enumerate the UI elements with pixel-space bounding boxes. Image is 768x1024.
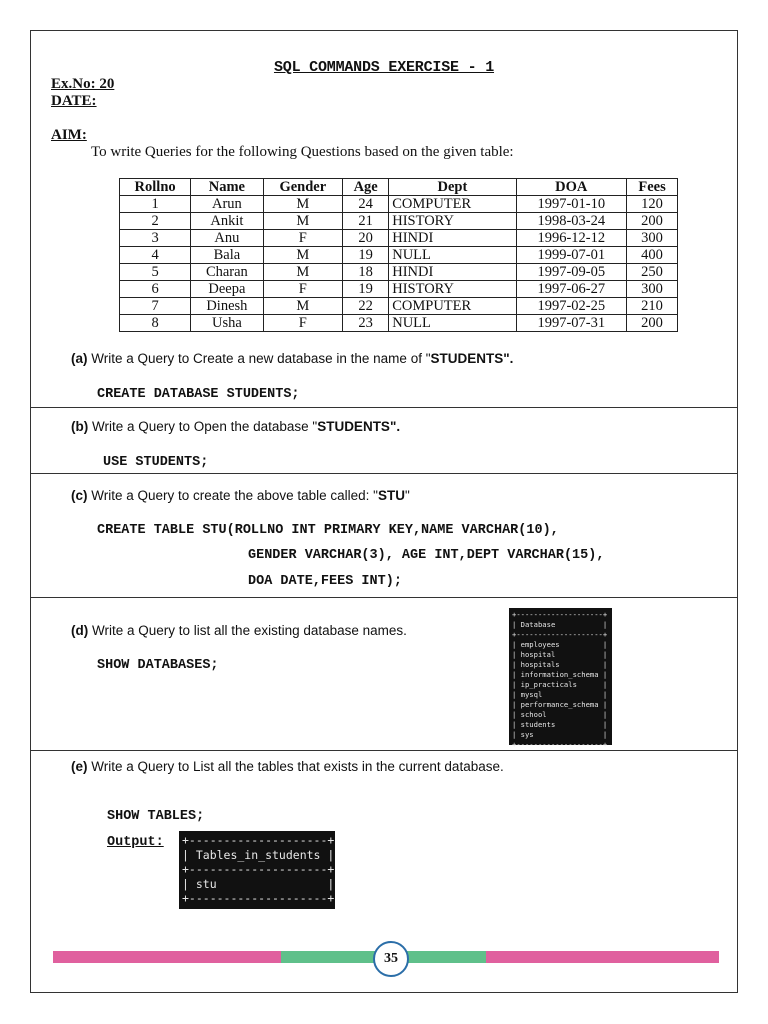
terminal-header: | Tables_in_students | <box>182 847 335 862</box>
question-text: Write a Query to Create a new database in the name of " <box>91 351 431 366</box>
terminal-row: | mysql | <box>512 690 608 699</box>
answer-b: USE STUDENTS; <box>103 455 209 470</box>
table-cell: HISTORY <box>389 213 516 230</box>
date-label: DATE: <box>51 93 97 109</box>
table-cell: 1997-02-25 <box>516 298 627 315</box>
exercise-number: Ex.No: 20 <box>51 76 115 92</box>
page-title: SQL COMMANDS EXERCISE - 1 <box>273 59 495 76</box>
table-cell: 200 <box>627 213 678 230</box>
answer-c-line3: DOA DATE,FEES INT); <box>248 574 402 589</box>
table-cell: 400 <box>627 247 678 264</box>
table-cell: Ankit <box>191 213 263 230</box>
table-cell: Bala <box>191 247 263 264</box>
students-table <box>119 178 678 332</box>
section-divider <box>31 597 737 598</box>
table-cell: 2 <box>120 213 191 230</box>
output-label: Output: <box>107 835 164 850</box>
terminal-row: | performance_schema | <box>512 700 608 709</box>
question-b <box>71 419 400 434</box>
table-row <box>120 315 678 332</box>
terminal-border: +--------------------+ <box>512 740 608 749</box>
table-cell: NULL <box>389 247 516 264</box>
question-text: Write a Query to List all the tables that exists in the current database. <box>91 759 504 774</box>
table-cell: 1997-01-10 <box>516 196 627 213</box>
table-row <box>120 281 678 298</box>
terminal-row: | employees | <box>512 640 608 649</box>
table-cell: 120 <box>627 196 678 213</box>
table-cell: COMPUTER <box>389 196 516 213</box>
table-row <box>120 298 678 315</box>
page-number: 35 <box>373 941 409 977</box>
table-cell: 1996-12-12 <box>516 230 627 247</box>
table-cell: HISTORY <box>389 281 516 298</box>
table-cell: 210 <box>627 298 678 315</box>
question-text: Write a Query to list all the existing database names. <box>92 623 407 638</box>
table-cell: COMPUTER <box>389 298 516 315</box>
terminal-border: +--------------------+ <box>512 630 608 639</box>
terminal-border: +--------------------+ <box>182 891 335 905</box>
question-label: (b) <box>71 419 89 434</box>
question-tail: ". <box>389 419 401 434</box>
question-e <box>71 759 504 774</box>
table-cell: 300 <box>627 230 678 247</box>
column-header: Rollno <box>120 179 191 196</box>
table-body <box>120 196 678 332</box>
terminal-row: | school | <box>512 710 608 719</box>
question-strong: STU <box>377 488 405 503</box>
footer-decor-right <box>486 951 719 963</box>
terminal-border: +--------------------+ <box>182 833 335 847</box>
answer-d: SHOW DATABASES; <box>97 658 219 673</box>
terminal-row: | ip_practicals | <box>512 680 608 689</box>
question-label: (d) <box>71 623 89 638</box>
table-cell: F <box>263 315 343 332</box>
question-strong: STUDENTS <box>317 419 390 434</box>
column-header: Age <box>343 179 389 196</box>
terminal-row: | hospitals | <box>512 660 608 669</box>
table-cell: 4 <box>120 247 191 264</box>
table-cell: M <box>263 298 343 315</box>
question-label: (e) <box>71 759 88 774</box>
table-cell: 20 <box>343 230 389 247</box>
section-divider <box>31 473 737 474</box>
table-row <box>120 230 678 247</box>
table-cell: 19 <box>343 281 389 298</box>
table-cell: 1997-06-27 <box>516 281 627 298</box>
table-cell: 1 <box>120 196 191 213</box>
table-cell: M <box>263 196 343 213</box>
terminal-header: | Database | <box>512 620 608 629</box>
table-cell: Deepa <box>191 281 263 298</box>
table-row <box>120 264 678 281</box>
table-cell: 8 <box>120 315 191 332</box>
question-label: (c) <box>71 488 88 503</box>
column-header: Gender <box>263 179 343 196</box>
table-cell: 200 <box>627 315 678 332</box>
table-cell: 1999-07-01 <box>516 247 627 264</box>
tables-terminal-output <box>179 831 335 909</box>
terminal-row: | stu | <box>182 876 335 891</box>
footer-decor-left <box>53 951 303 963</box>
table-cell: F <box>263 230 343 247</box>
table-cell: M <box>263 213 343 230</box>
question-c <box>71 488 410 503</box>
document-page <box>30 30 738 993</box>
table-cell: Charan <box>191 264 263 281</box>
table-cell: Dinesh <box>191 298 263 315</box>
table-row <box>120 196 678 213</box>
terminal-row: | information_schema | <box>512 670 608 679</box>
question-tail: ". <box>503 351 514 366</box>
question-strong: STUDENTS <box>430 351 504 366</box>
table-cell: HINDI <box>389 230 516 247</box>
answer-a: CREATE DATABASE STUDENTS; <box>97 387 300 402</box>
table-header-row <box>120 179 678 196</box>
terminal-row: | hospital | <box>512 650 608 659</box>
table-cell: 24 <box>343 196 389 213</box>
table-cell: 300 <box>627 281 678 298</box>
terminal-rows <box>512 640 609 740</box>
column-header: Name <box>191 179 263 196</box>
table-cell: 22 <box>343 298 389 315</box>
table-cell: 6 <box>120 281 191 298</box>
terminal-border: +--------------------+ <box>182 862 335 876</box>
table-cell: 1997-07-31 <box>516 315 627 332</box>
section-divider <box>31 750 737 751</box>
table-cell: F <box>263 281 343 298</box>
terminal-border: +--------------------+ <box>512 610 608 619</box>
table-cell: 7 <box>120 298 191 315</box>
question-a <box>71 351 513 366</box>
terminal-row: | students | <box>512 720 608 729</box>
databases-terminal-output <box>509 608 612 749</box>
column-header: Dept <box>389 179 516 196</box>
column-header: DOA <box>516 179 627 196</box>
table-cell: HINDI <box>389 264 516 281</box>
table-cell: Anu <box>191 230 263 247</box>
table-cell: 3 <box>120 230 191 247</box>
table-cell: 1998-03-24 <box>516 213 627 230</box>
table-cell: 21 <box>343 213 389 230</box>
table-row <box>120 213 678 230</box>
question-tail: " <box>404 488 410 503</box>
question-text: Write a Query to Open the database " <box>92 419 318 434</box>
section-divider <box>31 407 737 408</box>
column-header: Fees <box>627 179 678 196</box>
table-cell: NULL <box>389 315 516 332</box>
table-cell: Arun <box>191 196 263 213</box>
question-label: (a) <box>71 351 88 366</box>
table-cell: 19 <box>343 247 389 264</box>
table-cell: Usha <box>191 315 263 332</box>
answer-e: SHOW TABLES; <box>107 809 205 824</box>
table-cell: 1997-09-05 <box>516 264 627 281</box>
question-text: Write a Query to create the above table called: " <box>91 488 378 503</box>
table-cell: 18 <box>343 264 389 281</box>
table-row <box>120 247 678 264</box>
table-cell: M <box>263 247 343 264</box>
answer-c-line2: GENDER VARCHAR(3), AGE INT,DEPT VARCHAR(15), <box>248 548 605 563</box>
table-cell: 5 <box>120 264 191 281</box>
question-d <box>71 623 407 638</box>
table-cell: M <box>263 264 343 281</box>
table-cell: 23 <box>343 315 389 332</box>
aim-label: AIM: <box>51 127 87 143</box>
terminal-row: | sys | <box>512 730 608 739</box>
answer-c-line1: CREATE TABLE STU(ROLLNO INT PRIMARY KEY,NAME VARCHAR(10), <box>97 523 559 538</box>
table-cell: 250 <box>627 264 678 281</box>
aim-text: To write Queries for the following Questions based on the given table: <box>91 144 514 160</box>
